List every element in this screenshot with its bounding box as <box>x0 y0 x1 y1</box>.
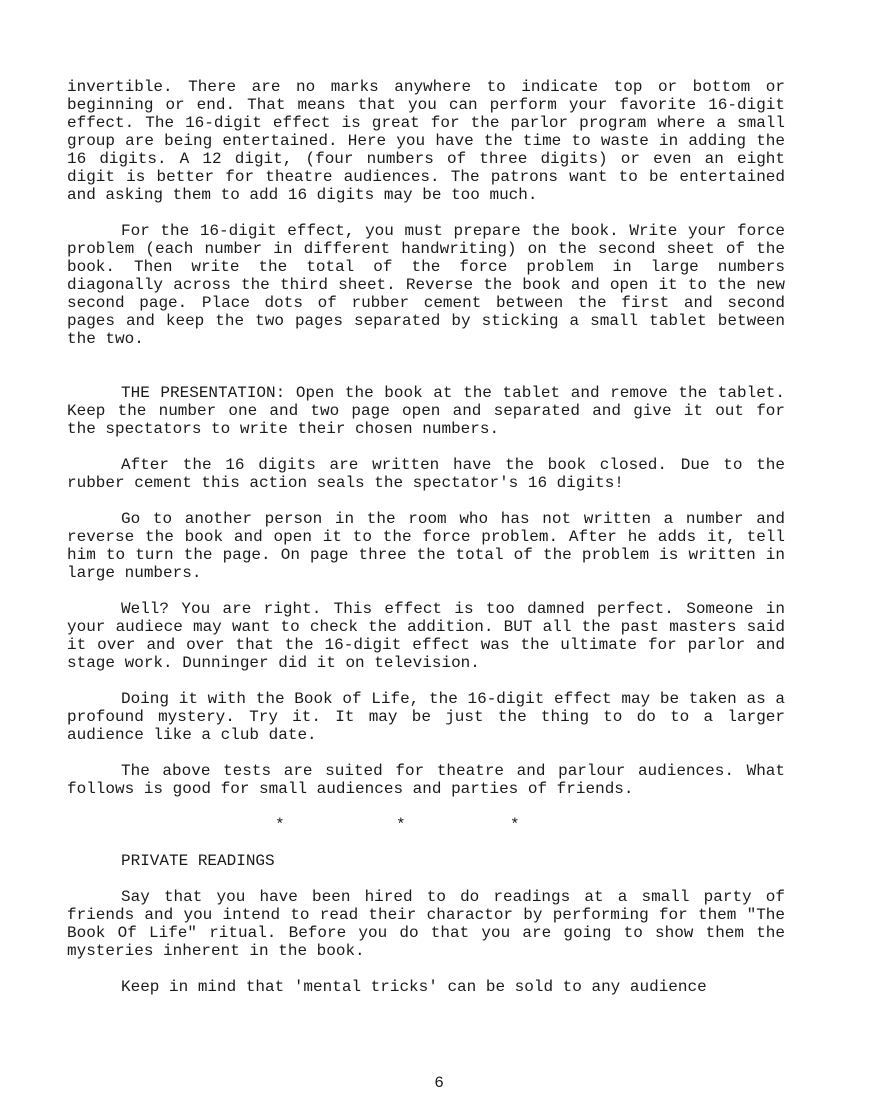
paragraph-gap <box>67 834 785 852</box>
separator-star: * <box>396 816 406 834</box>
paragraph-above-tests: The above tests are suited for theatre and parlour audiences. What follows is good for small audiences and parties of friends. <box>67 762 785 798</box>
paragraph-gap <box>67 672 785 690</box>
paragraph-gap <box>67 492 785 510</box>
paragraph-well: Well? You are right. This effect is too damned perfect. Someone in your audiece may want to check the addition. BUT all the past masters said it over and over that the 16-digit effect was the ultimate for parlor and stage work. Dunninger did it on television. <box>67 600 785 672</box>
separator-star: * <box>510 816 520 834</box>
paragraph-gap <box>67 348 785 384</box>
paragraph-gap <box>67 204 785 222</box>
document-page <box>67 78 785 996</box>
paragraph-gap <box>67 870 785 888</box>
section-separator <box>67 816 785 834</box>
paragraph-gap <box>67 798 785 816</box>
paragraph-book-of-life: Doing it with the Book of Life, the 16-digit effect may be taken as a profound mystery. Try it. It may be just the thing to do to a larger audience like a club date. <box>67 690 785 744</box>
paragraph-presentation: THE PRESENTATION: Open the book at the tablet and remove the tablet. Keep the number one and two page open and separated and give it out for the spectators to write their chosen numbers. <box>67 384 785 438</box>
paragraph-book-closed: After the 16 digits are written have the book closed. Due to the rubber cement this action seals the spectator's 16 digits! <box>67 456 785 492</box>
separator-star: * <box>275 816 285 834</box>
paragraph-gap <box>67 960 785 978</box>
page-number: 6 <box>434 1074 444 1092</box>
paragraph-another-person: Go to another person in the room who has not written a number and reverse the book and open it to the force problem. After he adds it, tell him to turn the page. On page three the total of the problem is written in large numbers. <box>67 510 785 582</box>
paragraph-invertible: invertible. There are no marks anywhere to indicate top or bottom or beginning or end. That means that you can perform your favorite 16-digit effect. The 16-digit effect is great for the parlor program where a small group are being entertained. Here you have the time to waste in adding the 16 digits. A 12 digit, (four numbers of three digits) or even an eight digit is better for theatre audiences. The patrons want to be entertained and asking them to add 16 digits may be too much. <box>67 78 785 204</box>
paragraph-keep-in-mind: Keep in mind that 'mental tricks' can be sold to any audience <box>121 978 707 996</box>
paragraph-gap <box>67 582 785 600</box>
paragraph-gap <box>67 438 785 456</box>
paragraph-say-hired: Say that you have been hired to do readings at a small party of friends and you intend to read their charactor by performing for them "The Book Of Life" ritual. Before you do that you are going to show them the mysteries inherent in the book. <box>67 888 785 960</box>
paragraph-gap <box>67 744 785 762</box>
section-heading: PRIVATE READINGS <box>121 852 275 870</box>
paragraph-prepare-book: For the 16-digit effect, you must prepare the book. Write your force problem (each number in different handwriting) on the second sheet of the book. Then write the total of the force problem in large numbers diagonally across the third sheet. Reverse the book and open it to the new second page. Place dots of rubber cement between the first and second pages and keep the two pages separated by sticking a small tablet between the two. <box>67 222 785 348</box>
